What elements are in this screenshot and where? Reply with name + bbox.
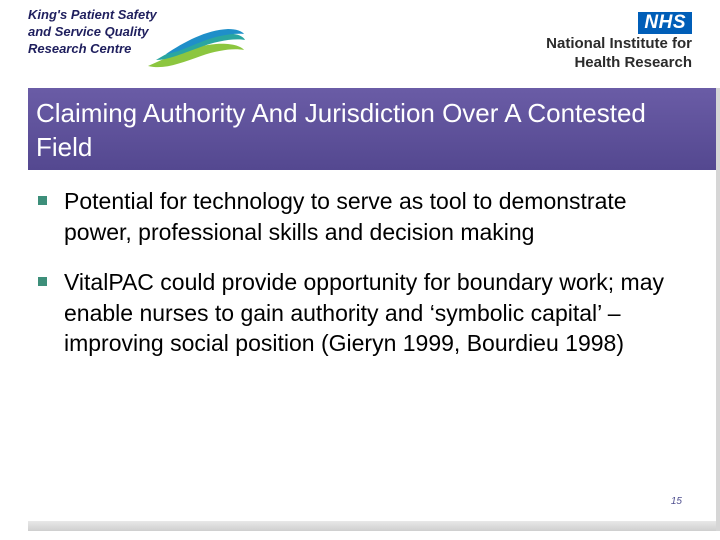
square-bullet-icon <box>38 196 47 205</box>
bullet-item <box>36 186 676 247</box>
nihr-logo-line-1: National Institute for <box>546 35 692 52</box>
footer-bar <box>28 521 716 531</box>
slide-title: Claiming Authority And Jurisdiction Over A Contested Field <box>36 98 646 162</box>
nhs-badge: NHS <box>638 12 692 34</box>
kings-logo <box>28 6 228 76</box>
bullet-item <box>36 267 676 359</box>
title-band <box>28 88 716 170</box>
nihr-logo-line-2: Health Research <box>574 54 692 71</box>
bullet-text: VitalPAC could provide opportunity for boundary work; may enable nurses to gain authority and ‘symbolic capital’ – improving social position (Gieryn 1999, Bourdieu 1998) <box>64 269 665 356</box>
bullet-text: Potential for technology to serve as tool to demonstrate power, professional skills and decision making <box>64 188 627 245</box>
swoosh-logo-icon <box>146 26 246 74</box>
square-bullet-icon <box>38 277 47 286</box>
bullet-list <box>36 186 676 379</box>
kings-logo-line-2: and Service Quality <box>28 24 149 39</box>
nihr-logo <box>502 12 692 80</box>
kings-logo-line-3: Research Centre <box>28 41 132 56</box>
slide-right-edge <box>716 88 720 531</box>
kings-logo-line-1: King's Patient Safety <box>28 7 157 22</box>
page-number: 15 <box>670 496 682 507</box>
